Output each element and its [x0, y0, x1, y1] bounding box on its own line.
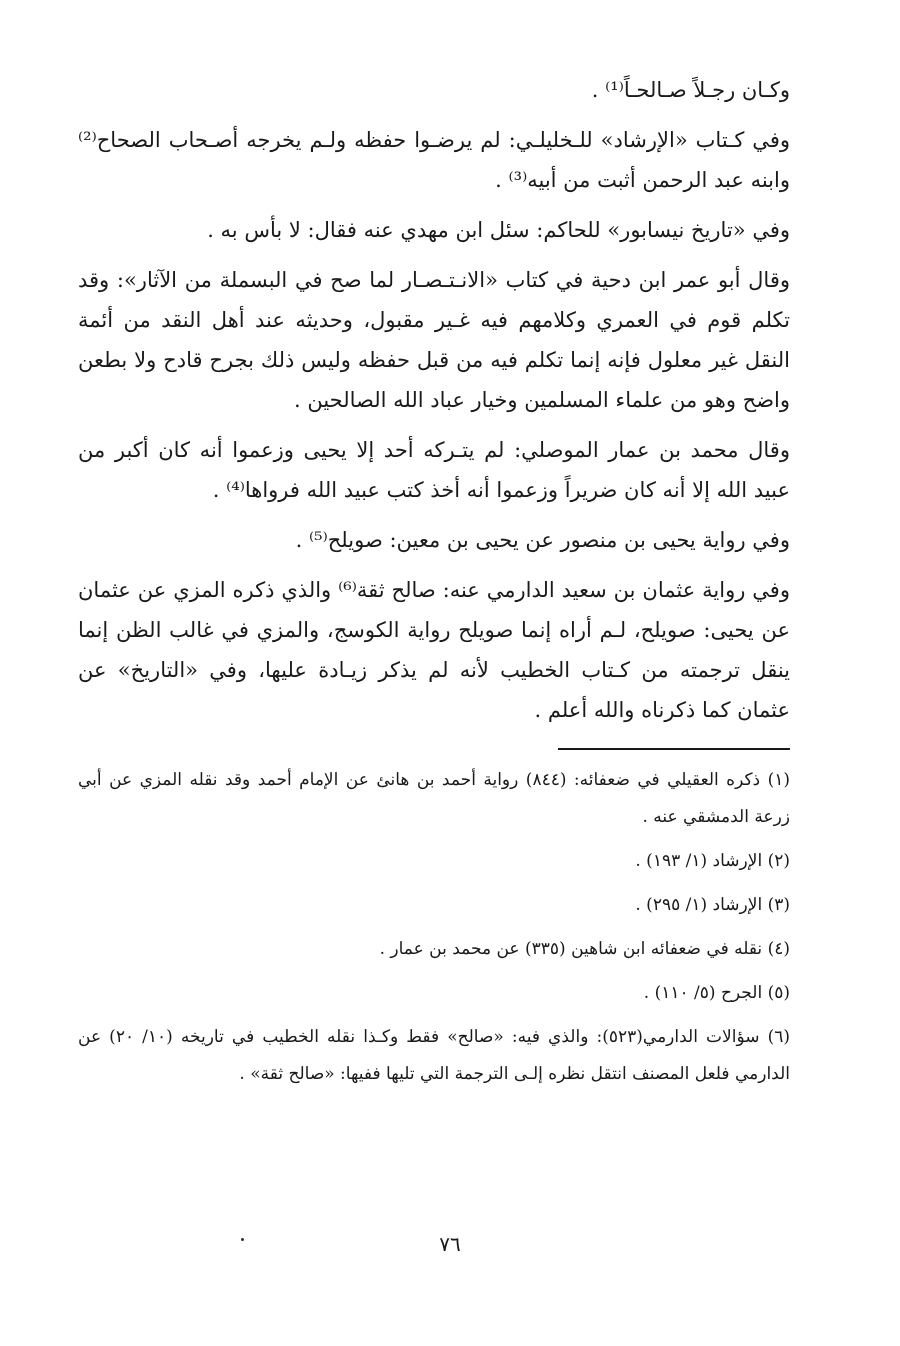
footnote-5: (٥) الجرح (٥/ ١١٠) .: [643, 983, 790, 1003]
paragraph-7: وفي رواية عثمان بن سعيد الدارمي عنه: صالح ثقة⁽⁶⁾ والذي ذكره المزي عن عثمان عن يحيى: صويلح، لـم أراه إنما صويلح رواية الكوسج، والمزي في غالب الظن إنما ينقل ترجمته من كـتاب الخطيب لأنه لم يذكر زيـادة عليها، وفي «التاريخ» عن عثمان كما ذكرناه والله أعلم .: [78, 578, 790, 722]
footnote-2: (٢) الإرشاد (١/ ١٩٣) .: [635, 851, 790, 871]
paragraph-4: وقال أبو عمر ابن دحية في كتاب «الانـتـصـار لما صح في البسملة من الآثار»: وقد تكلم قوم في العمري وكلامهم فيه غـير مقبول، وحديثه عند أهل النقد من أئمة النقل غير معلول فإنه إنما تكلم فيه من قبل حفظه وليس ذلك بجرح قادح ولا بطعن واضح وهو من علماء المسلمين وخيار عباد الله الصالحين .: [78, 268, 790, 412]
footnote-divider: [558, 748, 790, 750]
paragraph-2: وفي كـتاب «الإرشاد» للـخليلـي: لم يرضـوا حفظه ولـم يخرجه أصـحاب الصحاح⁽²⁾ وابنه عبد الرحمن أثبت من أبيه⁽³⁾ .: [78, 128, 790, 192]
footnote-4: (٤) نقله في ضعفائه ابن شاهين (٣٣٥) عن محمد بن عمار .: [379, 939, 790, 959]
paragraph-5: وقال محمد بن عمار الموصلي: لم يتـركه أحد إلا يحيى وزعموا أنه كان أكبر من عبيد الله إلا أنه كان ضريراً وزعموا أنه أخذ كتب عبيد الله فرواها⁽⁴⁾ .: [78, 438, 790, 502]
page-number: ٧٦: [439, 1232, 461, 1256]
paragraph-3: وفي «تاريخ نيسابور» للحاكم: سئل ابن مهدي عنه فقال: لا بأس به .: [207, 218, 790, 242]
paragraph-1: وكـان رجـلاً صـالحـاً⁽¹⁾ .: [591, 78, 790, 102]
footnotes: [78, 762, 790, 1093]
page-body: [78, 70, 790, 1100]
footnote-1: (١) ذكره العقيلي في ضعفائه: (٨٤٤) رواية أحمد بن هانئ عن الإمام أحمد وقد نقله المزي عن أبي زرعة الدمشقي عنه .: [78, 770, 790, 827]
paragraph-6: وفي رواية يحيى بن منصور عن يحيى بن معين: صويلح⁽⁵⁾ .: [295, 528, 790, 552]
footnote-3: (٣) الإرشاد (١/ ٢٩٥) .: [635, 895, 790, 915]
footnote-6: (٦) سؤالات الدارمي(٥٢٣): والذي فيه: «صالح» فقط وكـذا نقله الخطيب في تاريخه (١٠/ ٢٠) عن الدارمي فلعل المصنف انتقل نظره إلـى الترجمة التي تليها ففيها: «صالح ثقة» .: [78, 1027, 790, 1084]
